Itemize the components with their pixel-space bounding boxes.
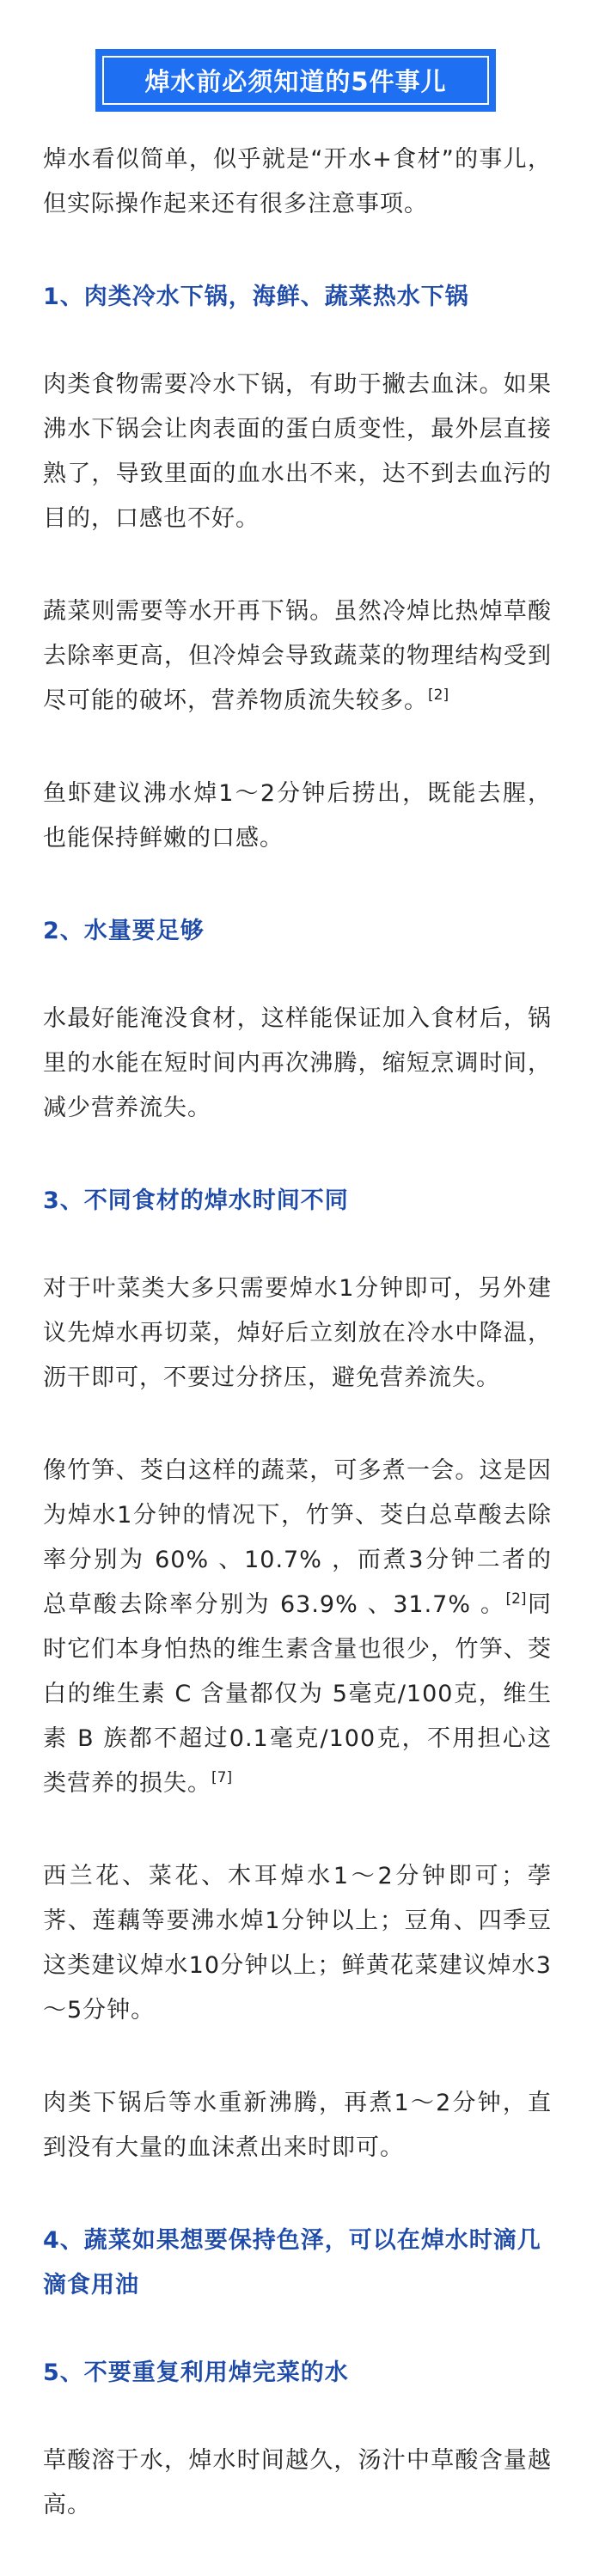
section-3-paragraph-4: 肉类下锅后等水重新沸腾，再煮1～2分钟，直到没有大量的血沫煮出来时即可。	[43, 2090, 552, 2161]
section-1-paragraph-2	[43, 589, 552, 723]
section-1-paragraph-1: 肉类食物需要冷水下锅，有助于撇去血沫。如果沸水下锅会让肉表面的蛋白质变性，最外层直接熟了，导致里面的血水出不来，达不到去血污的目的，口感也不好。	[43, 371, 552, 532]
section-1-paragraph-2-text: 蔬菜则需要等水开再下锅。虽然冷焯比热焯草酸去除率更高，但冷焯会导致蔬菜的物理结构受到尽可能的破坏，营养物质流失较多。	[43, 598, 552, 714]
section-5-heading: 5、不要重复利用焯完菜的水	[43, 2359, 349, 2386]
section-2-heading: 2、水量要足够	[43, 918, 205, 944]
section-2-paragraph-1: 水最好能淹没食材，这样能保证加入食材后，锅里的水能在短时间内再次沸腾，缩短烹调时间，减少营养流失。	[43, 1005, 552, 1121]
title-banner-frame	[102, 56, 489, 105]
section-3-paragraph-2-text-b: 同时它们本身怕热的维生素含量也很少，竹笋、茭白的维生素 C 含量都仅为 5毫克/100克，维生素 B 族都不超过0.1毫克/100克，不用担心这类营养的损失。	[43, 1591, 553, 1797]
title-banner	[95, 49, 496, 112]
citation-7: [7]	[211, 1769, 233, 1786]
section-5-paragraph-1: 草酸溶于水，焯水时间越久，汤汁中草酸含量越高。	[43, 2447, 552, 2518]
section-3-paragraph-3: 西兰花、菜花、木耳焯水1～2分钟即可；荸荠、莲藕等要沸水焯1分钟以上；豆角、四季豆这类建议焯水10分钟以上；鲜黄花菜建议焯水3～5分钟。	[43, 1863, 552, 2024]
intro-paragraph: 焯水看似简单，似乎就是“开水+食材”的事儿，但实际操作起来还有很多注意事项。	[43, 146, 552, 217]
article-body	[43, 137, 552, 2576]
section-4-heading: 4、蔬菜如果想要保持色泽，可以在焯水时滴几滴食用油	[43, 2227, 541, 2298]
citation-2: [2]	[428, 687, 449, 704]
article-title: 焯水前必须知道的5件事儿	[144, 67, 447, 96]
section-3-paragraph-2	[43, 1449, 552, 1806]
section-3-paragraph-1: 对于叶菜类大多只需要焯水1分钟即可，另外建议先焯水再切菜，焯好后立刻放在冷水中降温，沥干即可，不要过分挤压，避免营养流失。	[43, 1275, 552, 1391]
section-1-paragraph-3: 鱼虾建议沸水焯1～2分钟后捞出，既能去腥，也能保持鲜嫩的口感。	[43, 780, 552, 852]
citation-2: [2]	[505, 1590, 527, 1608]
section-1-heading: 1、肉类冷水下锅，海鲜、蔬菜热水下锅	[43, 284, 469, 310]
section-3-heading: 3、不同食材的焯水时间不同	[43, 1187, 349, 1214]
section-3-paragraph-2-text-a: 像竹笋、茭白这样的蔬菜，可多煮一会。这是因为焯水1分钟的情况下，竹笋、茭白总草酸去除率分别为 60% 、10.7% ，而煮3分钟二者的总草酸去除率分别为 63.9% 、31.7% 。	[43, 1457, 552, 1618]
